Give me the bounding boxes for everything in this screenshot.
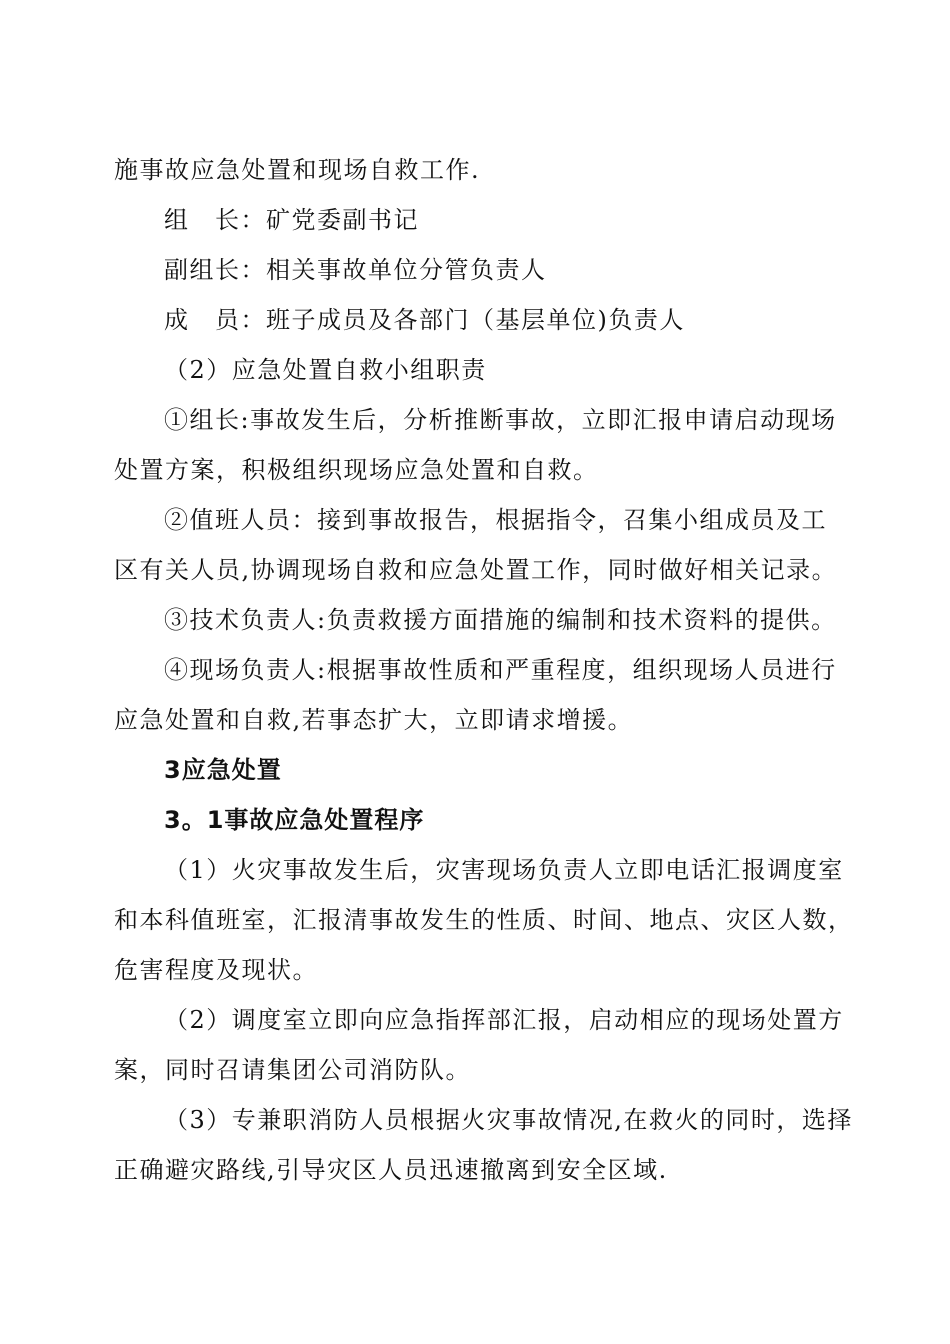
- procedure-2-line: （2）调度室立即向应急指挥部汇报，启动相应的现场处置方: [164, 1006, 844, 1034]
- procedure-3-line-cont: 正确避灾路线,引导灾区人员迅速撤离到安全区域.: [114, 1156, 668, 1184]
- members-line: 成 员：班子成员及各部门（基层单位)负责人: [164, 306, 685, 334]
- procedure-3-line: （3）专兼职消防人员根据火灾事故情况,在救火的同时，选择: [164, 1106, 853, 1134]
- procedure-1-line-cont: 和本科值班室，汇报清事故发生的性质、时间、地点、灾区人数，: [114, 906, 854, 934]
- paragraph-line: 施事故应急处置和现场自救工作.: [114, 156, 481, 184]
- procedure-1-line: （1）火灾事故发生后，灾害现场负责人立即电话汇报调度室: [164, 856, 844, 884]
- document-body: [114, 145, 854, 1195]
- duty-site-line-cont: 应急处置和自救,若事态扩大，立即请求增援。: [114, 706, 634, 734]
- section-heading-3-1: 3。1事故应急处置程序: [164, 806, 425, 834]
- duty-technical-line: ③技术负责人:负责救援方面措施的编制和技术资料的提供。: [164, 606, 837, 634]
- deputy-leader-line: 副组长：相关事故单位分管负责人: [164, 256, 547, 284]
- section-heading-duties: （2）应急处置自救小组职责: [164, 356, 487, 384]
- procedure-1-line-cont2: 危害程度及现状。: [114, 956, 318, 984]
- procedure-2-line-cont: 案，同时召请集团公司消防队。: [114, 1056, 471, 1084]
- duty-on-duty-line-cont: 区有关人员,协调现场自救和应急处置工作，同时做好相关记录。: [114, 556, 838, 584]
- duty-site-line: ④现场负责人:根据事故性质和严重程度，组织现场人员进行: [164, 656, 837, 684]
- team-leader-line: 组 长：矿党委副书记: [164, 206, 419, 234]
- duty-leader-line-cont: 处置方案，积极组织现场应急处置和自救。: [114, 456, 599, 484]
- duty-on-duty-line: ②值班人员：接到事故报告，根据指令，召集小组成员及工: [164, 506, 827, 534]
- duty-leader-line: ①组长:事故发生后，分析推断事故，立即汇报申请启动现场: [164, 406, 837, 434]
- section-heading-3: 3应急处置: [164, 756, 282, 784]
